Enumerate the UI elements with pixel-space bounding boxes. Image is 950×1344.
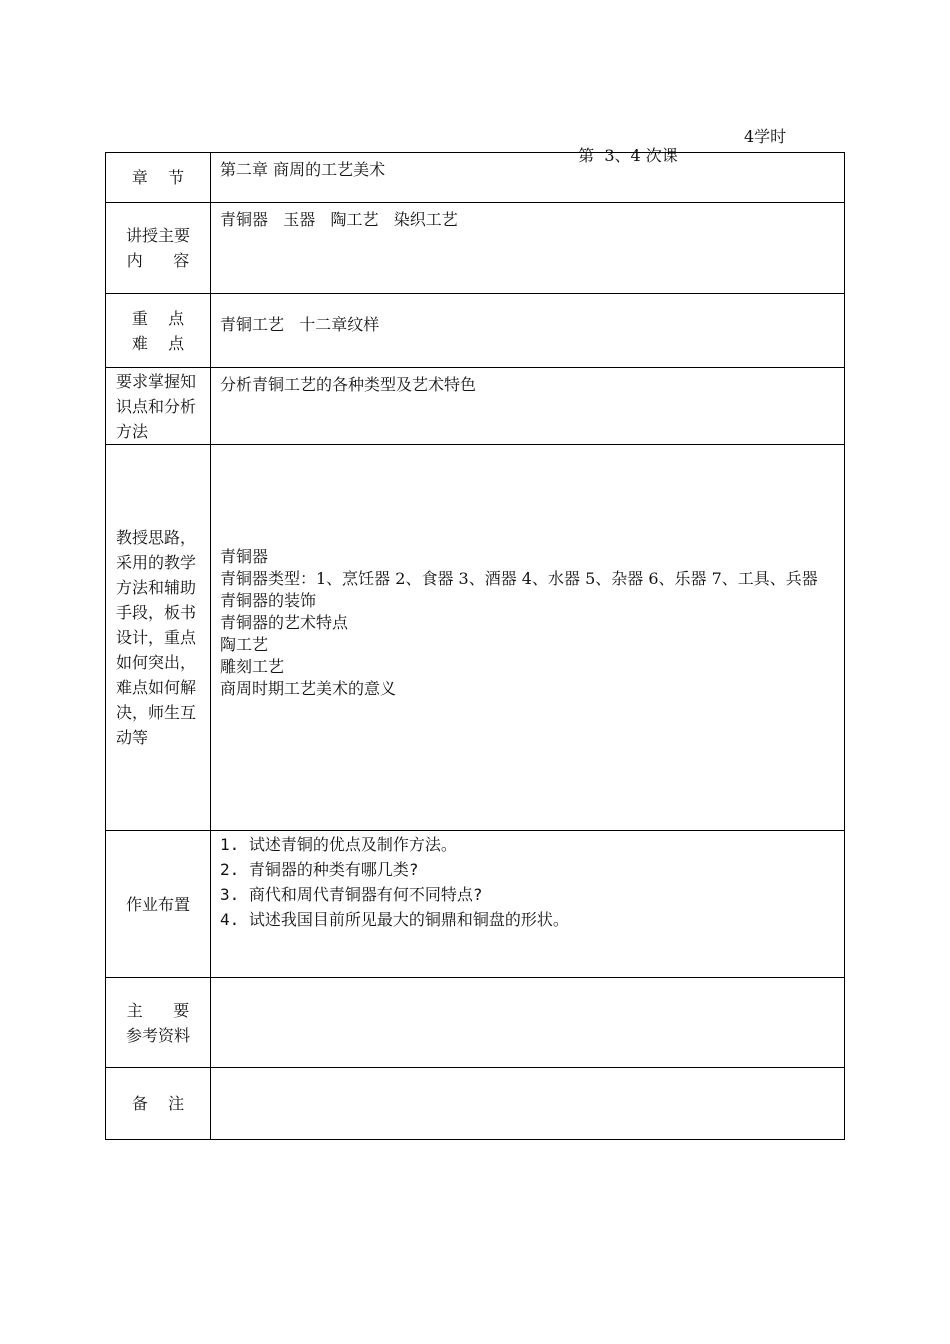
content-line: 青铜器的艺术特点 <box>220 612 349 632</box>
content-line: 陶工艺 <box>220 634 269 654</box>
label-line: 参考资料 <box>125 1025 190 1045</box>
label-line: 动等 <box>116 728 149 747</box>
content-key-difficult <box>211 294 845 368</box>
label-teaching-approach <box>106 445 211 831</box>
content-chapter <box>211 153 845 203</box>
label-remarks <box>106 1068 211 1140</box>
label-line: 讲授主要 <box>125 226 190 245</box>
homework-item: 1. 试述青铜的优点及制作方法。 <box>220 835 457 854</box>
row-remarks <box>106 1068 845 1140</box>
label-chapter <box>106 153 211 203</box>
content-line: 青铜器的装饰 <box>220 590 317 610</box>
content-line: 青铜器 <box>220 546 269 566</box>
lesson-number: 第 3、4 次课 <box>578 146 678 165</box>
lesson-hours: 4学时 <box>744 127 787 146</box>
content-main-content <box>211 203 845 294</box>
label-homework <box>106 831 211 978</box>
content-line: 青铜工艺 十二章纹样 <box>220 315 380 334</box>
lesson-plan-table <box>105 152 845 1140</box>
content-line: 商周时期工艺美术的意义 <box>220 678 397 698</box>
label-line: 识点和分析 <box>116 396 197 416</box>
content-line: 第二章 商周的工艺美术 <box>220 160 386 179</box>
label-line: 设计，重点 <box>116 628 197 647</box>
row-chapter <box>106 153 845 203</box>
label-line: 难 点 <box>131 333 185 353</box>
row-homework <box>106 831 845 978</box>
label-line: 决，师生互 <box>116 703 197 722</box>
row-key-difficult <box>106 294 845 368</box>
homework-item: 3. 商代和周代青铜器有何不同特点? <box>220 885 483 904</box>
content-line <box>220 298 836 312</box>
label-main-content <box>106 203 211 294</box>
row-teaching-approach <box>106 445 845 831</box>
row-main-content <box>106 203 845 294</box>
label-line: 内 容 <box>126 251 190 270</box>
content-line: 雕刻工艺 <box>220 656 285 676</box>
homework-item: 2. 青铜器的种类有哪几类? <box>220 860 419 879</box>
label-line: 重 点 <box>131 308 185 328</box>
label-line: 主 要 <box>126 1000 190 1020</box>
label-line: 难点如何解 <box>116 678 197 697</box>
content-remarks <box>211 1068 845 1140</box>
content-teaching-approach <box>211 445 845 831</box>
label-line: 教授思路， <box>116 528 197 547</box>
row-references <box>106 978 845 1068</box>
content-line: 分析青铜工艺的各种类型及艺术特色 <box>220 375 477 394</box>
content-knowledge-points <box>211 368 845 445</box>
label-references <box>106 978 211 1068</box>
content-line: 青铜器 玉器 陶工艺 染织工艺 <box>220 210 458 229</box>
label-line: 采用的教学 <box>116 553 197 572</box>
label-knowledge-points <box>106 368 211 445</box>
content-line: 青铜器类型：1、烹饪器 2、食器 3、酒器 4、水器 5、杂器 6、乐器 7、工具、兵器 <box>220 568 818 588</box>
label-line: 要求掌握知 <box>116 371 197 391</box>
label-line: 章 节 <box>131 168 185 187</box>
content-homework <box>211 831 845 978</box>
label-line: 作业布置 <box>125 894 190 914</box>
label-line: 方法 <box>116 421 149 441</box>
label-line: 如何突出， <box>116 653 197 672</box>
label-line: 手段，板书 <box>116 603 197 622</box>
label-line: 备 注 <box>131 1094 185 1113</box>
content-references <box>211 978 845 1068</box>
homework-item: 4. 试述我国目前所见最大的铜鼎和铜盘的形状。 <box>220 910 569 929</box>
row-knowledge-points <box>106 368 845 445</box>
label-key-difficult <box>106 294 211 368</box>
label-line: 方法和辅助 <box>116 578 197 597</box>
